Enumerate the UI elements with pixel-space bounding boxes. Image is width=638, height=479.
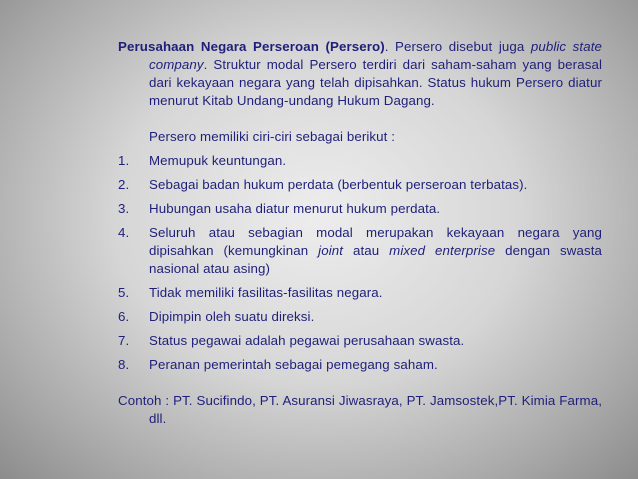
- intro-italic-term: public state company: [149, 39, 602, 72]
- list-item-number: 2.: [118, 177, 130, 192]
- list-item-text: Dipimpin oleh suatu direksi.: [149, 309, 315, 324]
- list-item-number: 5.: [118, 285, 130, 300]
- list-item-number: 1.: [118, 153, 130, 168]
- list-item-italic: mixed enterprise: [389, 243, 496, 258]
- ciri-list: [118, 152, 602, 374]
- list-item-text: atau: [343, 243, 390, 258]
- ciri-intro: Persero memiliki ciri-ciri sebagai berikut :: [149, 129, 396, 144]
- list-item: [118, 176, 602, 194]
- list-item-text: dengan swasta nasional atau asing): [149, 243, 602, 276]
- intro-after-heading: . Persero disebut juga: [384, 39, 531, 54]
- list-item-text: Seluruh atau sebagian modal merupakan kekayaan negara yang dipisahkan (kemungkinan: [149, 225, 602, 258]
- list-item: [118, 152, 602, 170]
- list-item-text: Memupuk keuntungan.: [149, 153, 287, 168]
- list-item-text: Sebagai badan hukum perdata (berbentuk perseroan terbatas).: [149, 177, 528, 192]
- spacer: [118, 110, 602, 128]
- spacer: [118, 374, 602, 392]
- list-item-text: Tidak memiliki fasilitas-fasilitas negara.: [149, 285, 383, 300]
- contoh-paragraph: Contoh : PT. Sucifindo, PT. Asuransi Jiwasraya, PT. Jamsostek,PT. Kimia Farma, dll.: [118, 393, 602, 426]
- intro-heading: Perusahaan Negara Perseroan (Persero): [118, 39, 385, 54]
- list-item-text: Peranan pemerintah sebagai pemegang saham.: [149, 357, 438, 372]
- list-item-text: Status pegawai adalah pegawai perusahaan swasta.: [149, 333, 465, 348]
- list-item-number: 3.: [118, 201, 130, 216]
- list-item-text: Hubungan usaha diatur menurut hukum perdata.: [149, 201, 441, 216]
- slide-content: [118, 38, 602, 428]
- list-item-number: 6.: [118, 309, 130, 324]
- list-item: [118, 332, 602, 350]
- list-item: [118, 200, 602, 218]
- list-item: [118, 224, 602, 278]
- list-item-italic: joint: [318, 243, 344, 258]
- list-item-number: 4.: [118, 225, 130, 240]
- list-item-number: 8.: [118, 357, 130, 372]
- list-item-number: 7.: [118, 333, 130, 348]
- intro-rest: . Struktur modal Persero terdiri dari saham-saham yang berasal dari kekayaan negara yang telah dipisahkan. Status hukum Persero diatur menurut Kitab Undang-undang Hukum Dagang.: [149, 57, 602, 108]
- list-item: [118, 356, 602, 374]
- list-item: [118, 308, 602, 326]
- intro-paragraph: [118, 38, 602, 110]
- list-item: [118, 284, 602, 302]
